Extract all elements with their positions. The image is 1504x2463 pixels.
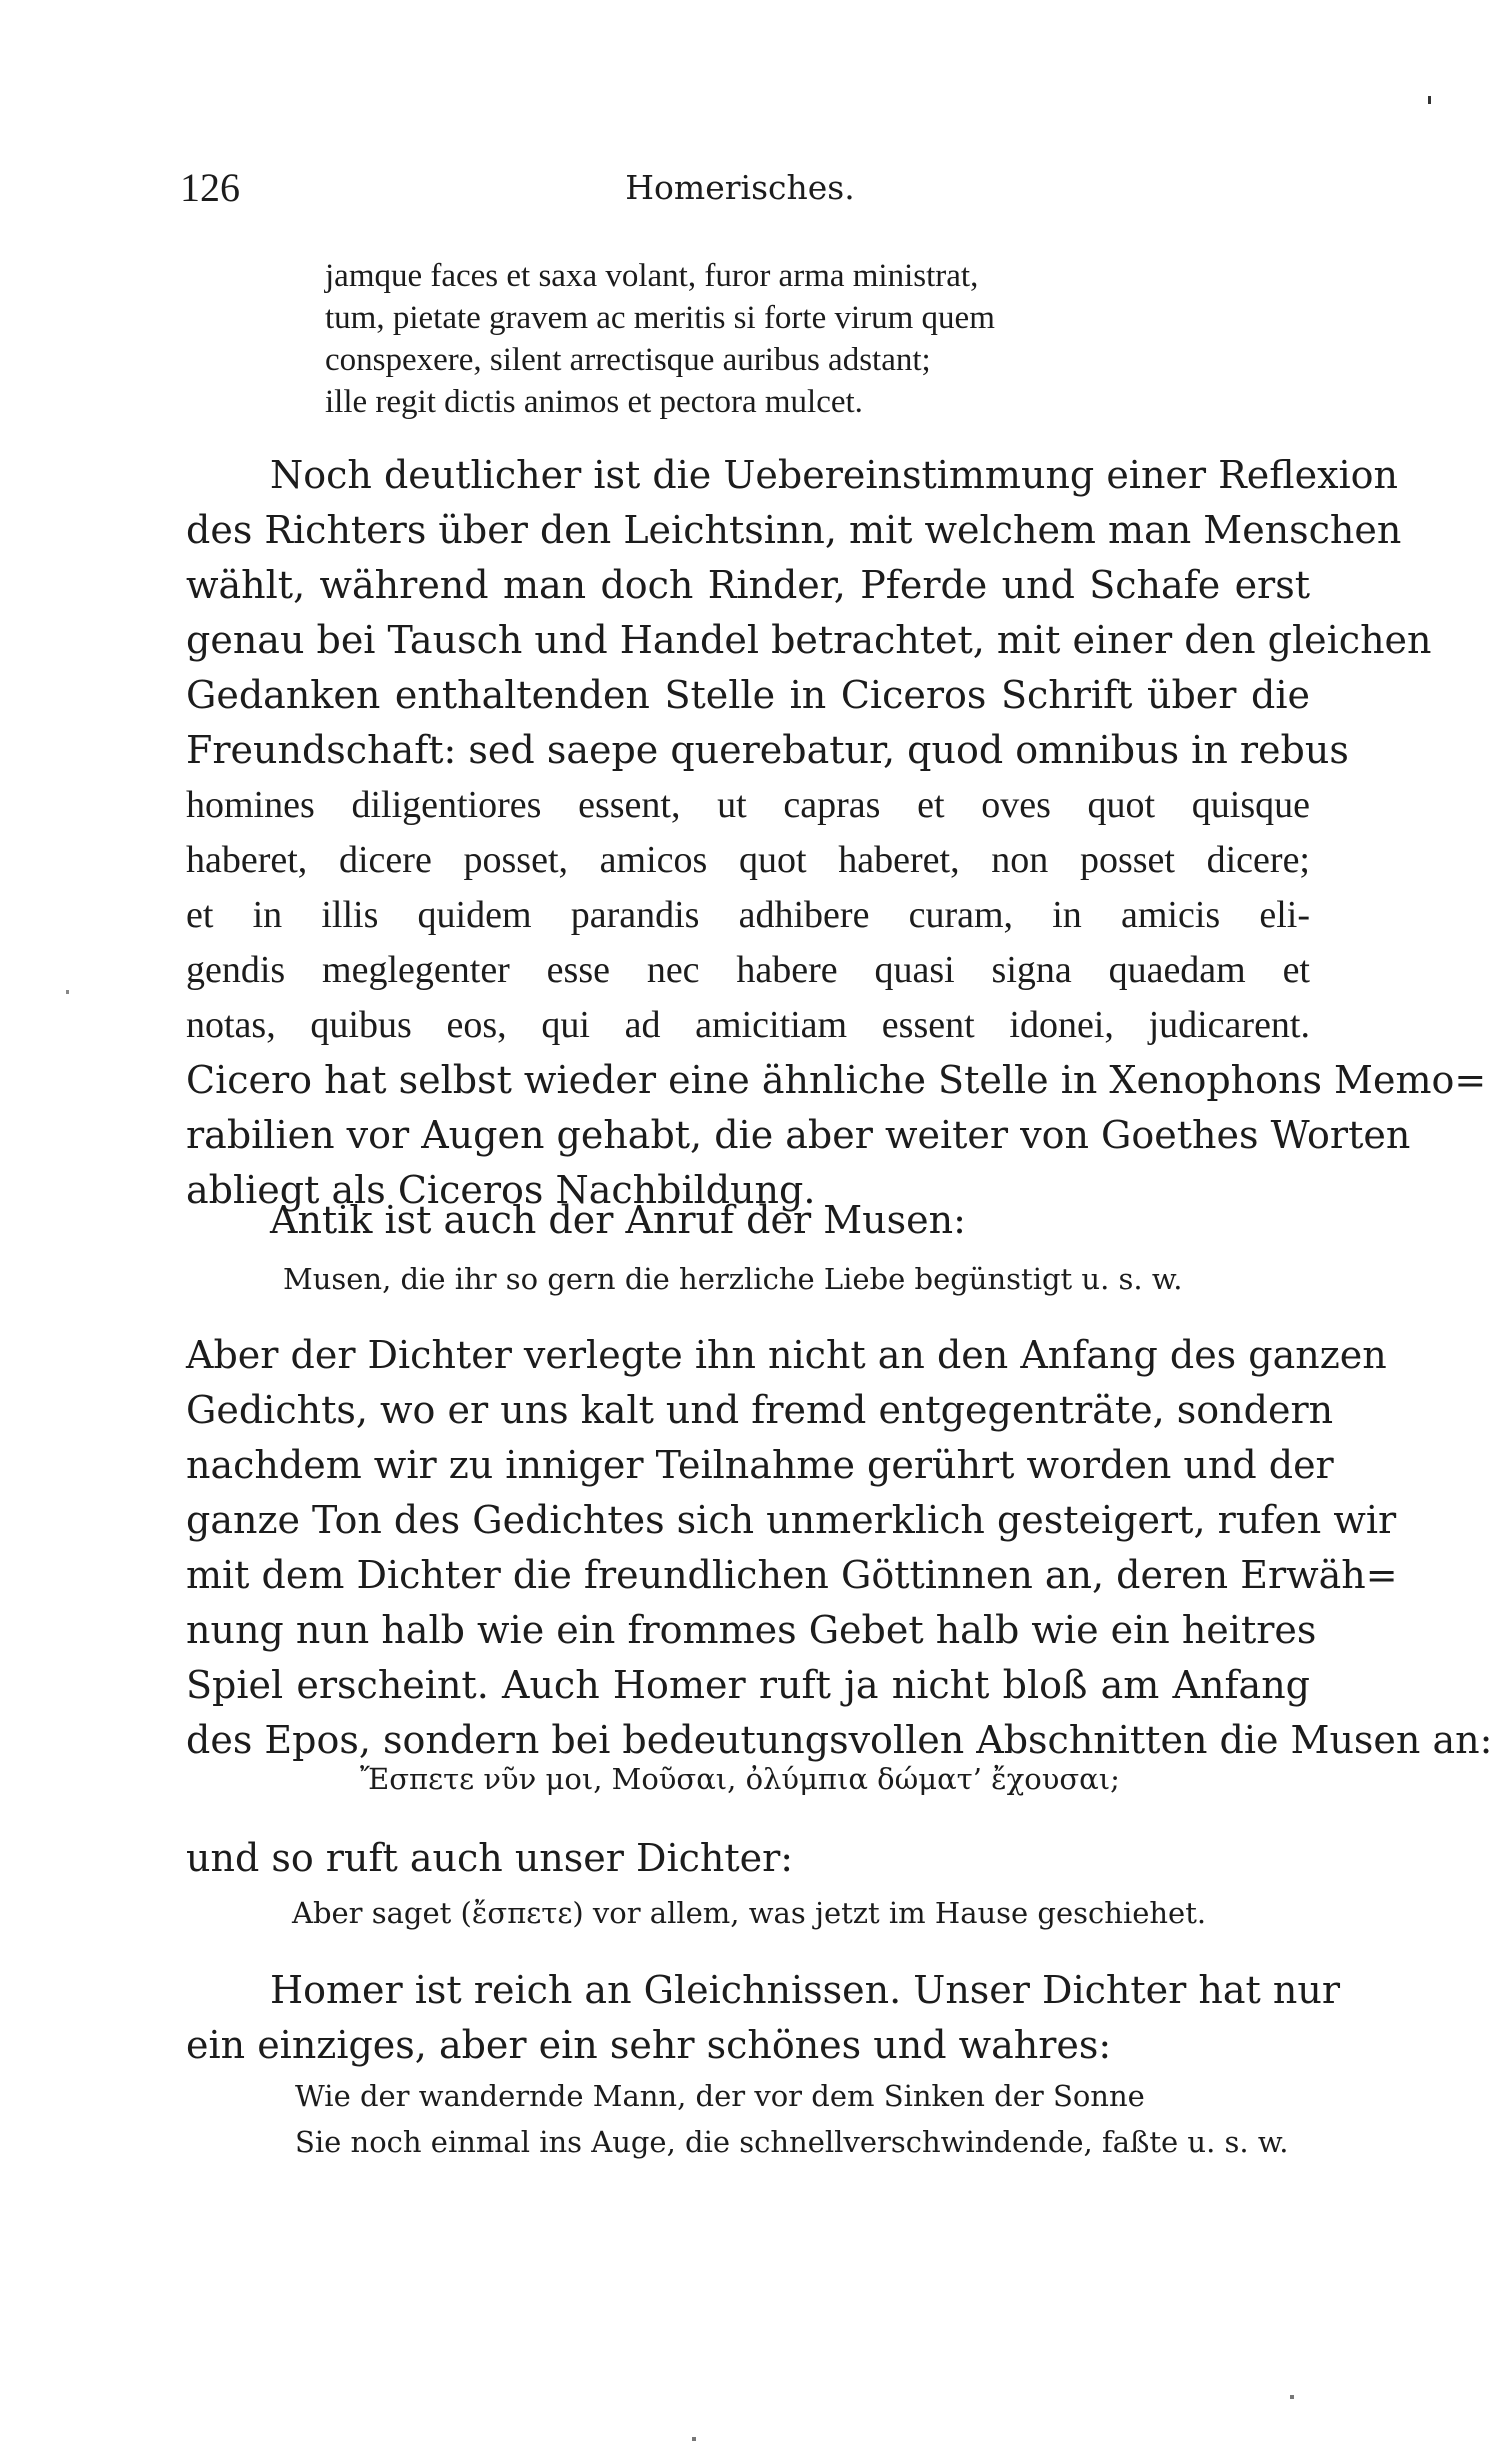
quote-musen: Musen, die ihr so gern die herzliche Liebe begünstigt u. s. w. (283, 1262, 1183, 1296)
text-line: Spiel erscheint. Auch Homer ruft ja nicht bloß am Anfang (186, 1663, 1310, 1707)
print-speck (66, 990, 69, 994)
paragraph-unser-dichter (186, 1831, 1310, 1886)
page-number: 126 (180, 165, 240, 210)
page-header (180, 158, 1300, 218)
latin-verse-quote (325, 255, 1225, 423)
quote-saget: Aber saget (ἔσπετε) vor allem, was jetzt im Hause geschiehet. (292, 1896, 1207, 1930)
paragraph-dichter (186, 1328, 1493, 1768)
text-line: notas, quibus eos, qui ad amicitiam essent idonei, judicarent. (186, 1004, 1310, 1046)
verse-quote-wanderer (295, 2073, 1315, 2165)
print-speck (1290, 2395, 1294, 2399)
text-line: Gedichts, wo er uns kalt und fremd entgegenträte, sondern (186, 1388, 1334, 1432)
verse-line: Sie noch einmal ins Auge, die schnellverschwindende, faßte u. s. w. (295, 2125, 1289, 2159)
text-line: abliegt als Ciceros Nachbildung. (186, 1168, 816, 1212)
text-line: Cicero hat selbst wieder eine ähnliche Stelle in Xenophons Memo= (186, 1058, 1487, 1102)
text-line: Homer ist reich an Gleichnissen. Unser Dichter hat nur (270, 1968, 1340, 2012)
text-line: des Epos, sondern bei bedeutungsvollen Abschnitten die Musen an: (186, 1718, 1493, 1762)
text-line: mit dem Dichter die freundlichen Göttinnen an, deren Erwäh= (186, 1553, 1398, 1597)
text-line: Noch deutlicher ist die Uebereinstimmung einer Reflexion (270, 453, 1399, 497)
text-line: rabilien vor Augen gehabt, die aber weiter von Goethes Worten (186, 1113, 1411, 1157)
paragraph-musen-anruf (270, 1193, 1310, 1248)
verse-line: tum, pietate gravem ac meritis si forte virum quem (325, 300, 995, 336)
verse-line: Wie der wandernde Mann, der vor dem Sinken der Sonne (295, 2079, 1145, 2113)
verse-line: conspexere, silent arrectisque auribus adstant; (325, 342, 931, 378)
text-line: des Richters über den Leichtsinn, mit welchem man Menschen (186, 508, 1402, 552)
text-line: wählt, während man doch Rinder, Pferde und Schafe erst (186, 563, 1310, 607)
text-line: nachdem wir zu inniger Teilnahme gerührt worden und der (186, 1443, 1334, 1487)
print-speck (1428, 96, 1431, 104)
print-speck (692, 2437, 696, 2441)
paragraph-reflexion (186, 448, 1487, 1218)
greek-quote: Ἔσπετε νῦν μοι, Μοῦσαι, ὀλύμπια δώματ’ ἔχουσαι; (360, 1762, 1120, 1796)
text-line: et in illis quidem parandis adhibere curam, in amicis eli- (186, 894, 1310, 936)
verse-line: ille regit dictis animos et pectora mulcet. (325, 384, 863, 420)
text-line: Aber der Dichter verlegte ihn nicht an den Anfang des ganzen (186, 1333, 1387, 1377)
text-line: Gedanken enthaltenden Stelle in Ciceros Schrift über die (186, 673, 1310, 717)
text-line: gendis meglegenter esse nec habere quasi signa quaedam et (186, 949, 1310, 991)
text-line: ein einziges, aber ein sehr schönes und wahres: (186, 2023, 1112, 2067)
text-line: Freundschaft: sed saepe querebatur, quod omnibus in rebus (186, 728, 1349, 772)
text-line: genau bei Tausch und Handel betrachtet, mit einer den gleichen (186, 618, 1432, 662)
running-title: Homerisches. (625, 168, 855, 207)
text-line: Antik ist auch der Anruf der Musen: (270, 1198, 966, 1242)
text-line: homines diligentiores essent, ut capras et oves quot quisque (186, 784, 1310, 826)
text-line: und so ruft auch unser Dichter: (186, 1836, 794, 1880)
text-line: haberet, dicere posset, amicos quot haberet, non posset dicere; (186, 839, 1310, 881)
text-line: ganze Ton des Gedichtes sich unmerklich gesteigert, rufen wir (186, 1498, 1397, 1542)
paragraph-gleichnisse (186, 1963, 1340, 2073)
verse-line: jamque faces et saxa volant, furor arma ministrat, (325, 258, 979, 294)
text-line: nung nun halb wie ein frommes Gebet halb wie ein heitres (186, 1608, 1317, 1652)
